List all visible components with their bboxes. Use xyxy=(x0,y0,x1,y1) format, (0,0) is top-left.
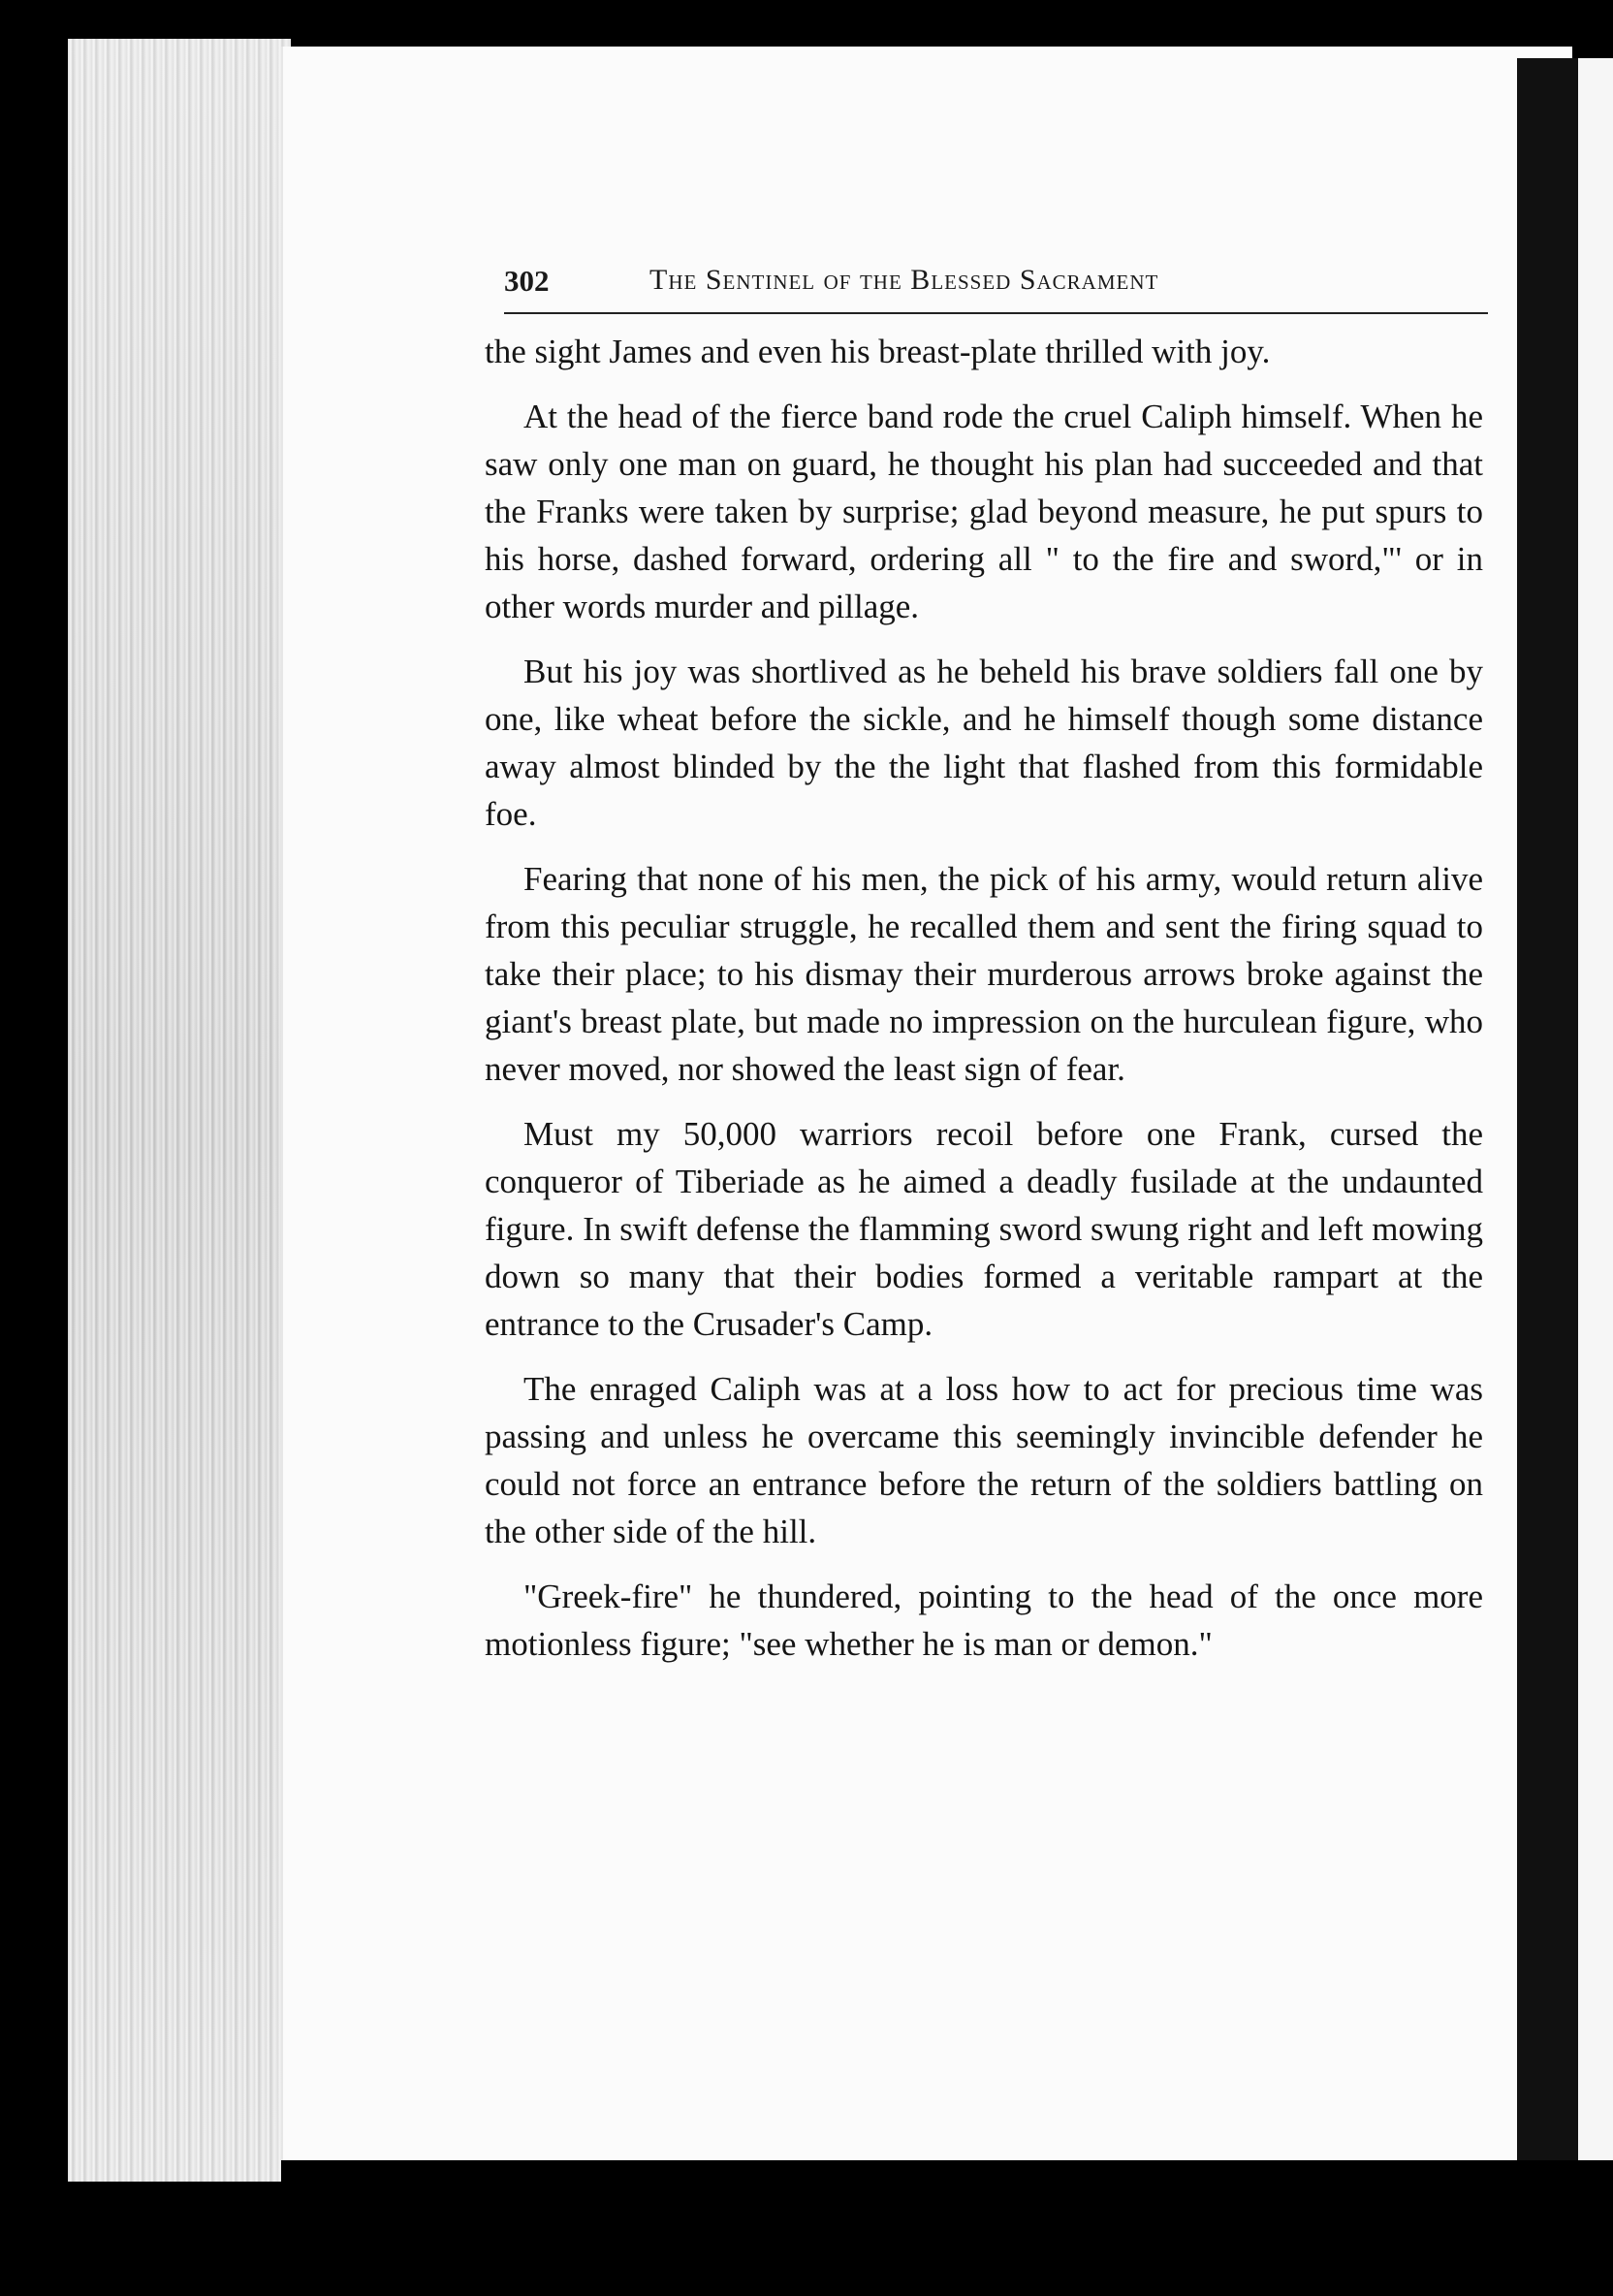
paragraph: At the head of the fierce band rode the cruel Caliph himself. When he saw only one man on guard, he thought his plan had succeeded and that the Franks were taken by surprise; glad beyond measure, he put spurs to his horse, dashed forward, ordering all " to the fire and sword,"' or in other words murder and pillage. xyxy=(485,398,1483,625)
paragraph: Must my 50,000 warriors recoil before one Frank, cursed the conqueror of Tiberiade as he aimed a deadly fusilade at the undaunted figure. In swift defense the flamming sword swung right and left mowing down so many that their bodies formed a veritable rampart at the entrance to the Crusader's Camp. xyxy=(485,1115,1483,1343)
paragraph: The enraged Caliph was at a loss how to act for precious time was passing and unless he overcame this seemingly invincible defender he could not force an entrance before the return of the soldiers battling on the other side of the hill. xyxy=(485,1370,1483,1550)
paragraph: Fearing that none of his men, the pick of his army, would return alive from this peculiar struggle, he recalled them and sent the firing squad to take their place; to his dismay their murderous arrows broke against the giant's breast plate, but made no impression on the hurculean figure, who never moved, nor showed the least sign of fear. xyxy=(485,860,1483,1088)
paragraph: the sight James and even his breast-plate thrilled with joy. xyxy=(485,333,1271,370)
scan-border xyxy=(281,2160,1613,2296)
page-number: 302 xyxy=(504,264,550,298)
page-edges xyxy=(68,39,291,2182)
paragraph: "Greek-fire" he thundered, pointing to the head of the once more motionless figure; "see whether he is man or demon." xyxy=(485,1578,1483,1663)
header-rule xyxy=(504,312,1488,314)
next-page-edge xyxy=(1578,58,1613,2172)
page-header xyxy=(504,264,1493,312)
paragraph: But his joy was shortlived as he beheld his brave soldiers fall one by one, like wheat before the sickle, and he himself though some distance away almost blinded by the the light that flashed from this formidable foe. xyxy=(485,653,1483,833)
running-head: The Sentinel of the Blessed Sacrament xyxy=(649,264,1159,296)
body-text xyxy=(485,328,1483,1685)
